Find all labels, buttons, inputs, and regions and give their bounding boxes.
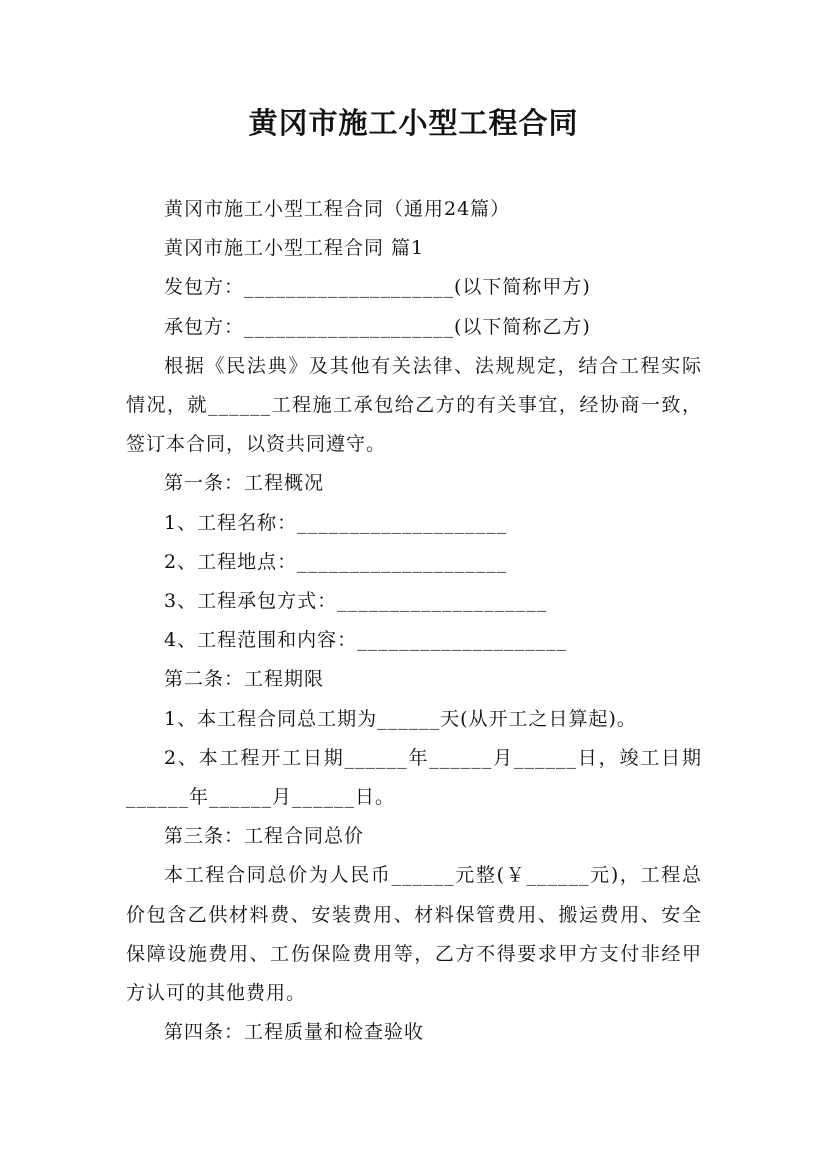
- article-3-heading: 第三条：工程合同总价: [164, 825, 365, 848]
- paragraph-preamble: 根据《民法典》及其他有关法律、法规规定，结合工程实际情况，就______工程施工承包给乙方的有关事宜，经协商一致，签订本合同，以资共同遵守。: [126, 354, 702, 456]
- paragraph-subtitle: 黄冈市施工小型工程合同（通用24篇）: [164, 198, 511, 220]
- article-2-item-duration: 1、本工程合同总工期为______天(从开工之日算起)。: [164, 707, 637, 730]
- document-body: [126, 190, 702, 1052]
- document-title: 黄冈市施工小型工程合同: [248, 106, 579, 140]
- paragraph-section-heading: 黄冈市施工小型工程合同 篇1: [164, 237, 425, 260]
- article-3-price-clause: 本工程合同总价为人民币______元整(￥______元)，工程总价包含乙供材料费、安装费用、材料保管费用、搬运费用、安全保障设施费用、工伤保险费用等，乙方不得要求甲方支付非经甲方认可的其他费用。: [126, 864, 702, 1005]
- article-1-item-scope: 4、工程范围和内容：____________________: [164, 629, 568, 652]
- article-4-heading: 第四条：工程质量和检查验收: [164, 1021, 425, 1044]
- article-1-item-location: 2、工程地点：____________________: [164, 550, 508, 573]
- article-1-heading: 第一条：工程概况: [164, 472, 325, 495]
- article-2-heading: 第二条：工程期限: [164, 668, 325, 691]
- article-1-item-name: 1、工程名称：____________________: [164, 511, 508, 534]
- article-2-item-dates: 2、本工程开工日期______年______月______日，竣工日期______年______月______日。: [126, 746, 702, 809]
- paragraph-contractee-party: 承包方：____________________(以下简称乙方): [164, 315, 591, 338]
- article-1-item-method: 3、工程承包方式：____________________: [164, 590, 548, 613]
- paragraph-contractor-party: 发包方：____________________(以下简称甲方): [164, 276, 591, 299]
